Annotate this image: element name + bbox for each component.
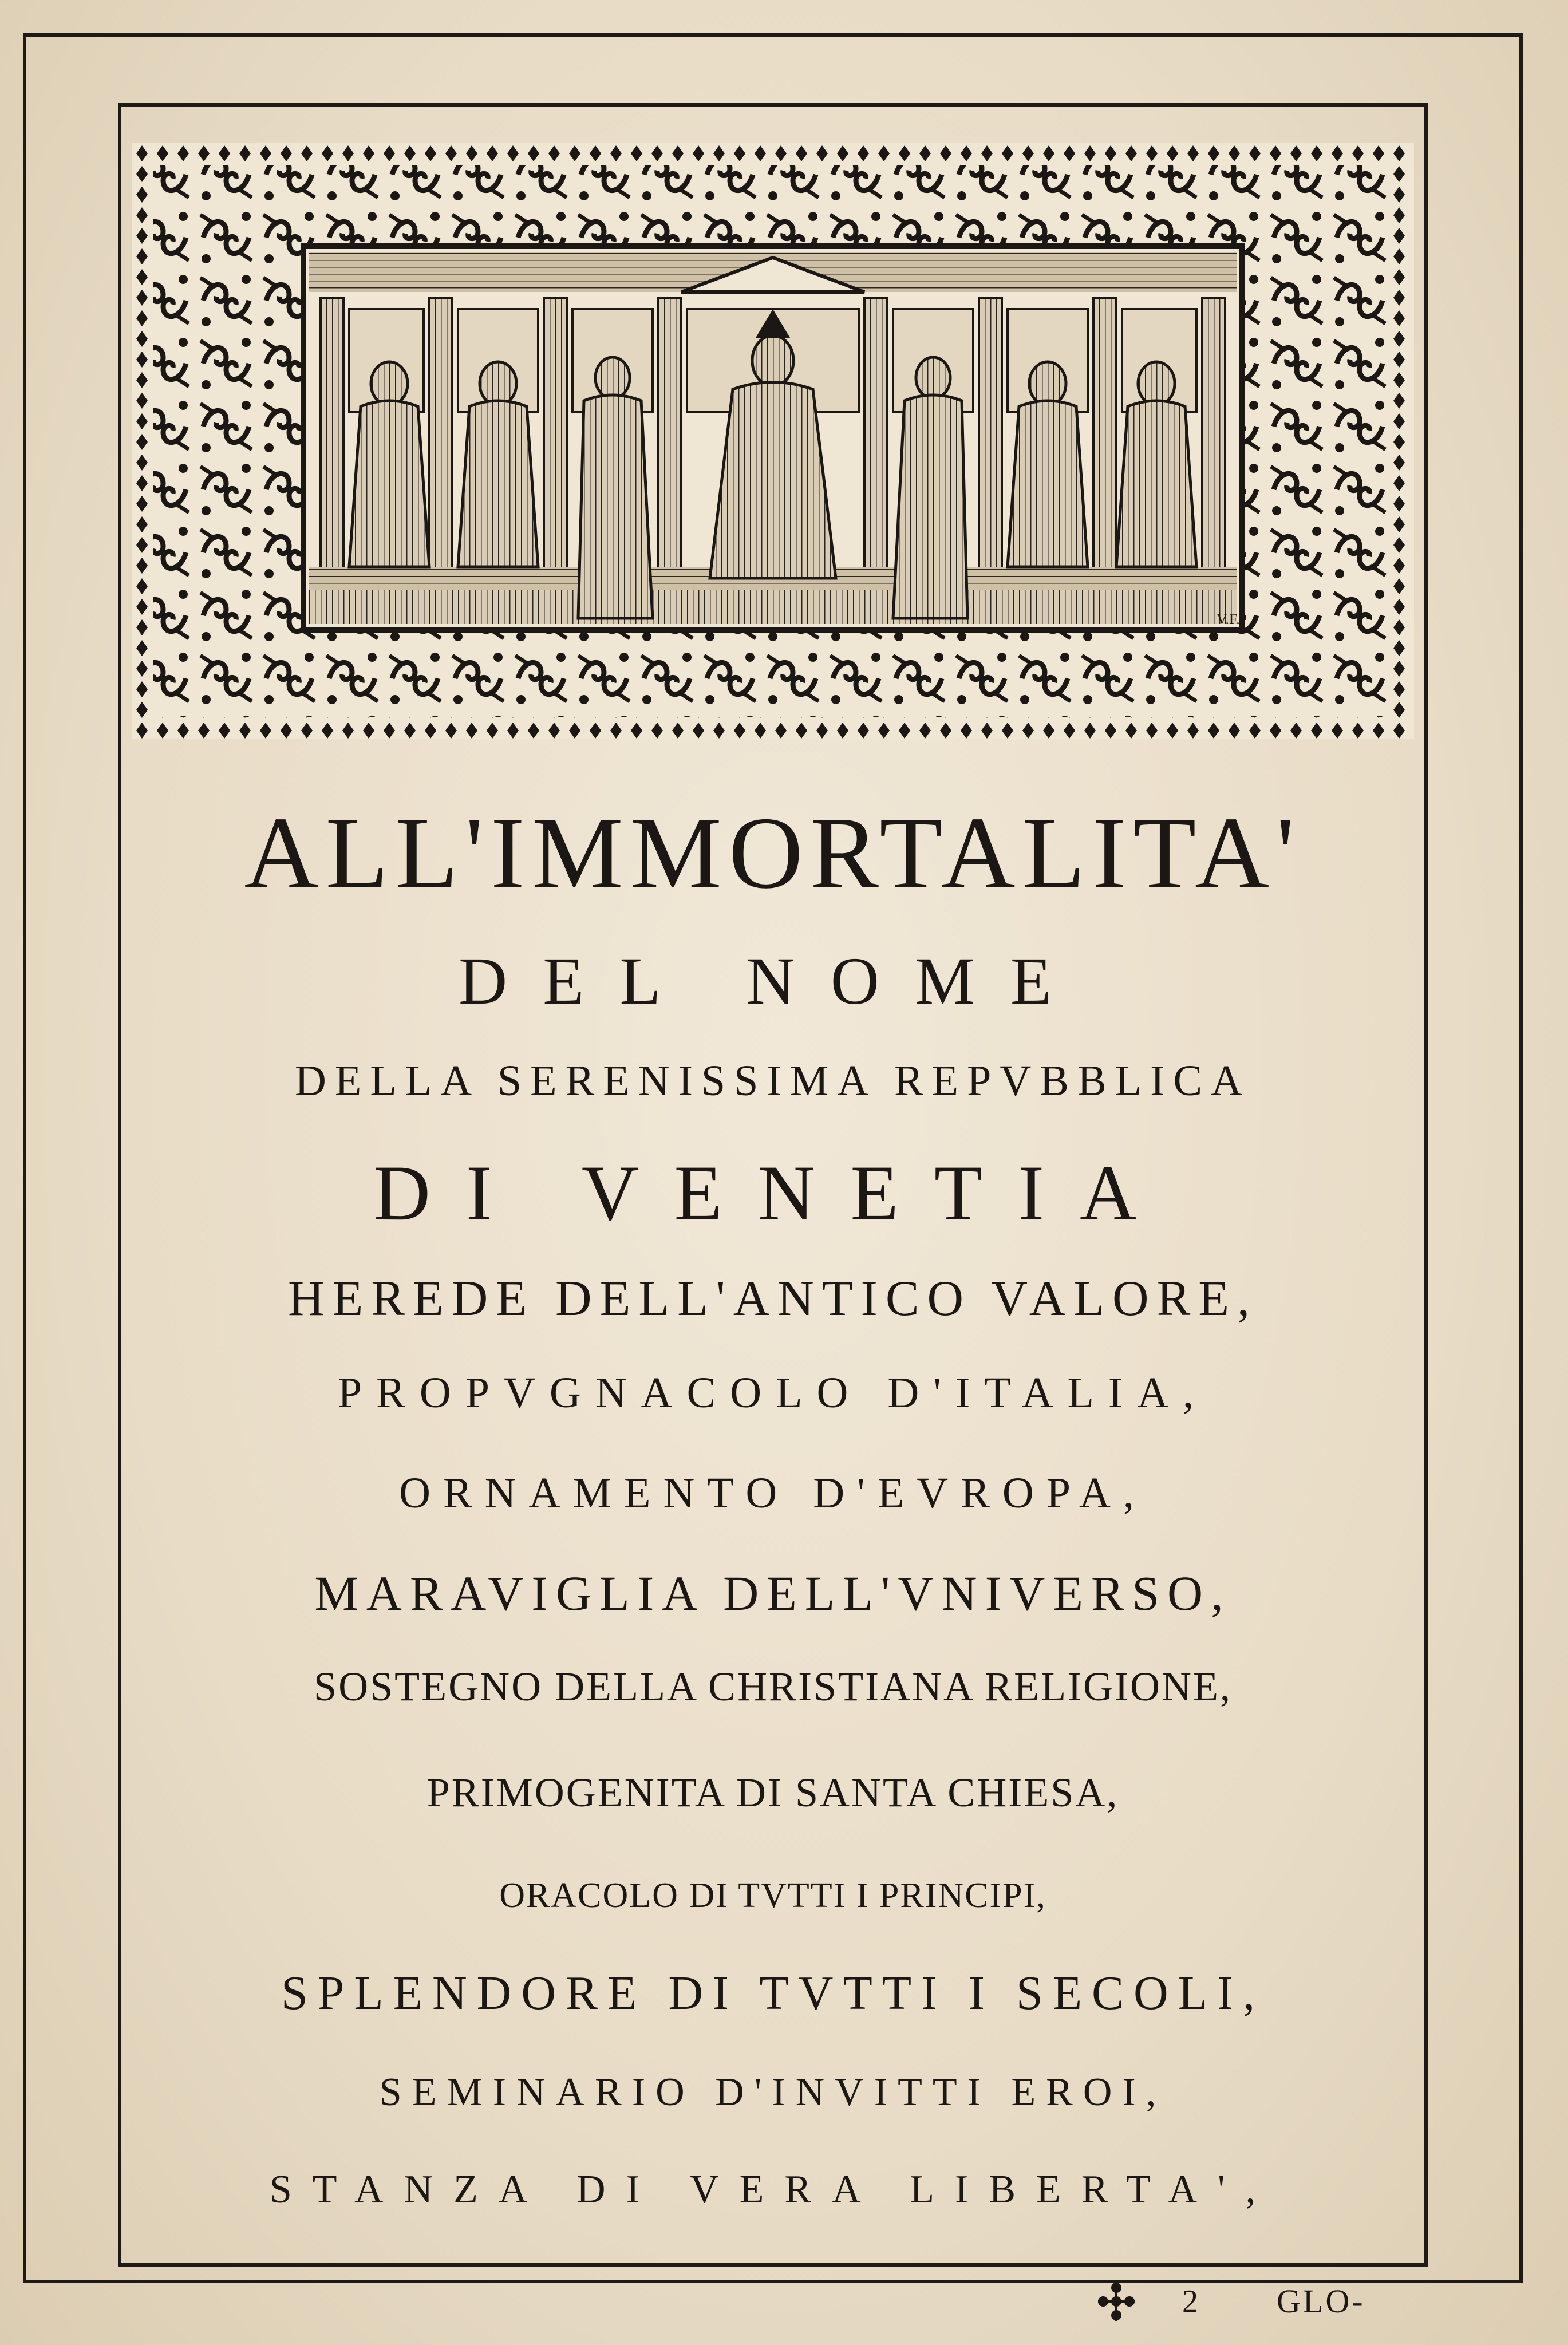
dedication-text xyxy=(132,790,1414,2221)
woodcut-headpiece xyxy=(132,143,1414,739)
cross-flower-icon xyxy=(1096,2276,1142,2327)
title-line-6: PROPVGNACOLO D'ITALIA, xyxy=(337,1369,1208,1417)
title-line-12: SPLENDORE DI TVTTI I SECOLI, xyxy=(281,1967,1265,2020)
title-line-5: HEREDE DELL'ANTICO VALORE, xyxy=(287,1271,1258,1327)
woodcut-illustration xyxy=(132,143,1414,739)
title-line-8: MARAVIGLIA DELL'VNIVERSO, xyxy=(314,1566,1231,1621)
title-line-3: DELLA SERENISSIMA REPVBBLICA xyxy=(295,1057,1251,1105)
title-line-10: PRIMOGENITA DI SANTA CHIESA, xyxy=(426,1770,1119,1815)
title-line-2: DEL NOME xyxy=(459,943,1087,1018)
title-line-13: SEMINARIO D'INVITTI EROI, xyxy=(379,2070,1167,2114)
title-line-11: ORACOLO DI TVTTI I PRINCIPI, xyxy=(499,1876,1046,1915)
catchword: GLO- xyxy=(1277,2283,1365,2320)
title-line-4: DI VENETIA xyxy=(373,1149,1172,1237)
title-line-1: ALL'IMMORTALITA' xyxy=(244,796,1302,910)
title-line-7: ORNAMENTO D'EVROPA, xyxy=(399,1469,1147,1517)
title-line-14: STANZA DI VERA LIBERTA', xyxy=(269,2168,1277,2212)
signature-mark: 2 xyxy=(1182,2284,1198,2319)
title-line-9: SOSTEGNO DELLA CHRISTIANA RELIGIONE, xyxy=(314,1664,1232,1710)
woodcut-monogram: V.F. xyxy=(1217,611,1240,627)
